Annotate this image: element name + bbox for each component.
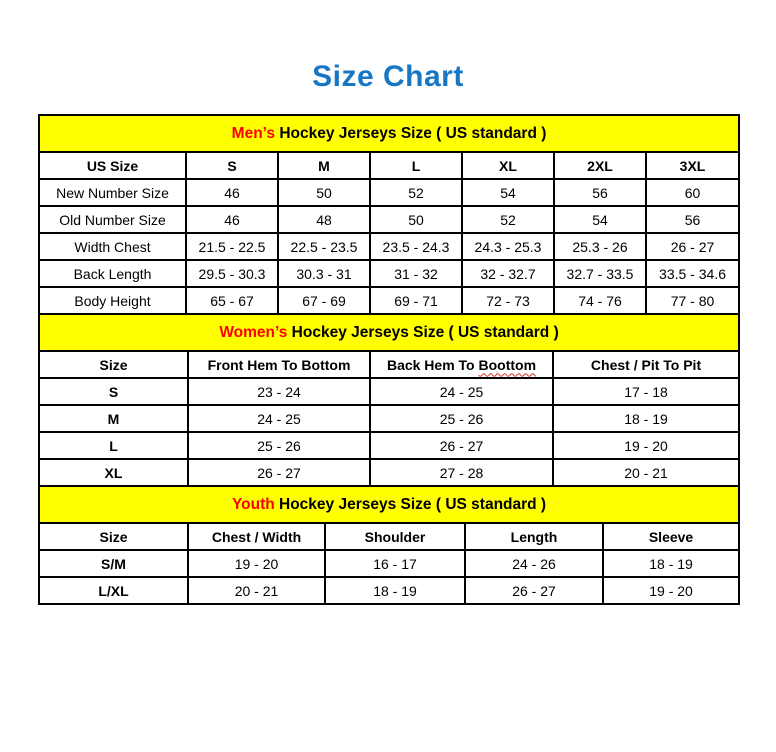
womens-section-banner: Women’s Hockey Jerseys Size ( US standard ) — [39, 314, 739, 351]
value-cell: 72 - 73 — [462, 287, 554, 314]
row-label-cell: Old Number Size — [39, 206, 186, 233]
value-cell: 24 - 25 — [188, 405, 370, 432]
row-label-cell: S/M — [39, 550, 188, 577]
value-cell: 30.3 - 31 — [278, 260, 370, 287]
value-cell: 24.3 - 25.3 — [462, 233, 554, 260]
table-row — [39, 233, 739, 260]
value-cell: 67 - 69 — [278, 287, 370, 314]
banner-accent-word: Men’s — [231, 124, 276, 142]
value-cell: 52 — [462, 206, 554, 233]
value-cell: 54 — [554, 206, 646, 233]
row-label-cell: Body Height — [39, 287, 186, 314]
value-cell: 19 - 20 — [603, 577, 739, 604]
column-header: Back Hem To Boottom — [370, 351, 553, 378]
row-label-cell: New Number Size — [39, 179, 186, 206]
value-cell: 50 — [278, 179, 370, 206]
column-header: Chest / Pit To Pit — [553, 351, 739, 378]
mens-section-banner: Men’s Hockey Jerseys Size ( US standard ) — [39, 115, 739, 152]
value-cell: 48 — [278, 206, 370, 233]
row-label-cell: S — [39, 378, 188, 405]
table-row — [39, 550, 739, 577]
banner-accent-word: Women’s — [219, 323, 288, 341]
value-cell: 23.5 - 24.3 — [370, 233, 462, 260]
column-header: Size — [39, 523, 188, 550]
value-cell: 32.7 - 33.5 — [554, 260, 646, 287]
value-cell: 52 — [370, 179, 462, 206]
value-cell: 56 — [646, 206, 739, 233]
value-cell: 26 - 27 — [465, 577, 603, 604]
value-cell: 20 - 21 — [188, 577, 325, 604]
header-row — [39, 152, 739, 179]
table-row — [39, 287, 739, 314]
value-cell: 26 - 27 — [370, 432, 553, 459]
column-header: 2XL — [554, 152, 646, 179]
value-cell: 50 — [370, 206, 462, 233]
header-row — [39, 351, 739, 378]
row-label-cell: M — [39, 405, 188, 432]
column-header: M — [278, 152, 370, 179]
value-cell: 18 - 19 — [325, 577, 465, 604]
column-header: 3XL — [646, 152, 739, 179]
misspelled-word-squiggle: Boottom — [478, 356, 537, 373]
value-cell: 46 — [186, 206, 278, 233]
value-cell: 31 - 32 — [370, 260, 462, 287]
row-label-cell: XL — [39, 459, 188, 486]
row-label-cell: L/XL — [39, 577, 188, 604]
value-cell: 65 - 67 — [186, 287, 278, 314]
column-header: L — [370, 152, 462, 179]
value-cell: 24 - 26 — [465, 550, 603, 577]
value-cell: 25 - 26 — [370, 405, 553, 432]
value-cell: 21.5 - 22.5 — [186, 233, 278, 260]
value-cell: 32 - 32.7 — [462, 260, 554, 287]
table-row — [39, 378, 739, 405]
value-cell: 18 - 19 — [553, 405, 739, 432]
value-cell: 56 — [554, 179, 646, 206]
youth-section-banner: Youth Hockey Jerseys Size ( US standard ) — [39, 486, 739, 523]
table-row — [39, 577, 739, 604]
banner-accent-word: Youth — [231, 495, 275, 513]
value-cell: 33.5 - 34.6 — [646, 260, 739, 287]
table-row — [39, 206, 739, 233]
table-row — [39, 432, 739, 459]
value-cell: 22.5 - 23.5 — [278, 233, 370, 260]
value-cell: 23 - 24 — [188, 378, 370, 405]
table-row — [39, 405, 739, 432]
page-title: Size Chart — [312, 60, 464, 93]
header-row — [39, 523, 739, 550]
value-cell: 20 - 21 — [553, 459, 739, 486]
youth-size-table — [38, 485, 740, 605]
value-cell: 19 - 20 — [188, 550, 325, 577]
row-label-cell: Width Chest — [39, 233, 186, 260]
column-header: US Size — [39, 152, 186, 179]
value-cell: 19 - 20 — [553, 432, 739, 459]
mens-size-table — [38, 114, 740, 315]
value-cell: 29.5 - 30.3 — [186, 260, 278, 287]
value-cell: 74 - 76 — [554, 287, 646, 314]
column-header: Length — [465, 523, 603, 550]
value-cell: 25 - 26 — [188, 432, 370, 459]
row-label-cell: Back Length — [39, 260, 186, 287]
value-cell: 46 — [186, 179, 278, 206]
row-label-cell: L — [39, 432, 188, 459]
value-cell: 27 - 28 — [370, 459, 553, 486]
column-header: Sleeve — [603, 523, 739, 550]
column-header: Size — [39, 351, 188, 378]
value-cell: 26 - 27 — [646, 233, 739, 260]
value-cell: 60 — [646, 179, 739, 206]
value-cell: 24 - 25 — [370, 378, 553, 405]
value-cell: 77 - 80 — [646, 287, 739, 314]
value-cell: 17 - 18 — [553, 378, 739, 405]
value-cell: 16 - 17 — [325, 550, 465, 577]
table-row — [39, 459, 739, 486]
value-cell: 18 - 19 — [603, 550, 739, 577]
column-header: Front Hem To Bottom — [188, 351, 370, 378]
table-row — [39, 260, 739, 287]
womens-size-table — [38, 313, 740, 487]
size-chart-page — [0, 60, 776, 752]
value-cell: 54 — [462, 179, 554, 206]
value-cell: 25.3 - 26 — [554, 233, 646, 260]
value-cell: 26 - 27 — [188, 459, 370, 486]
column-header: Shoulder — [325, 523, 465, 550]
table-row — [39, 179, 739, 206]
column-header: S — [186, 152, 278, 179]
column-header: Chest / Width — [188, 523, 325, 550]
size-tables-container — [38, 114, 738, 605]
value-cell: 69 - 71 — [370, 287, 462, 314]
column-header: XL — [462, 152, 554, 179]
